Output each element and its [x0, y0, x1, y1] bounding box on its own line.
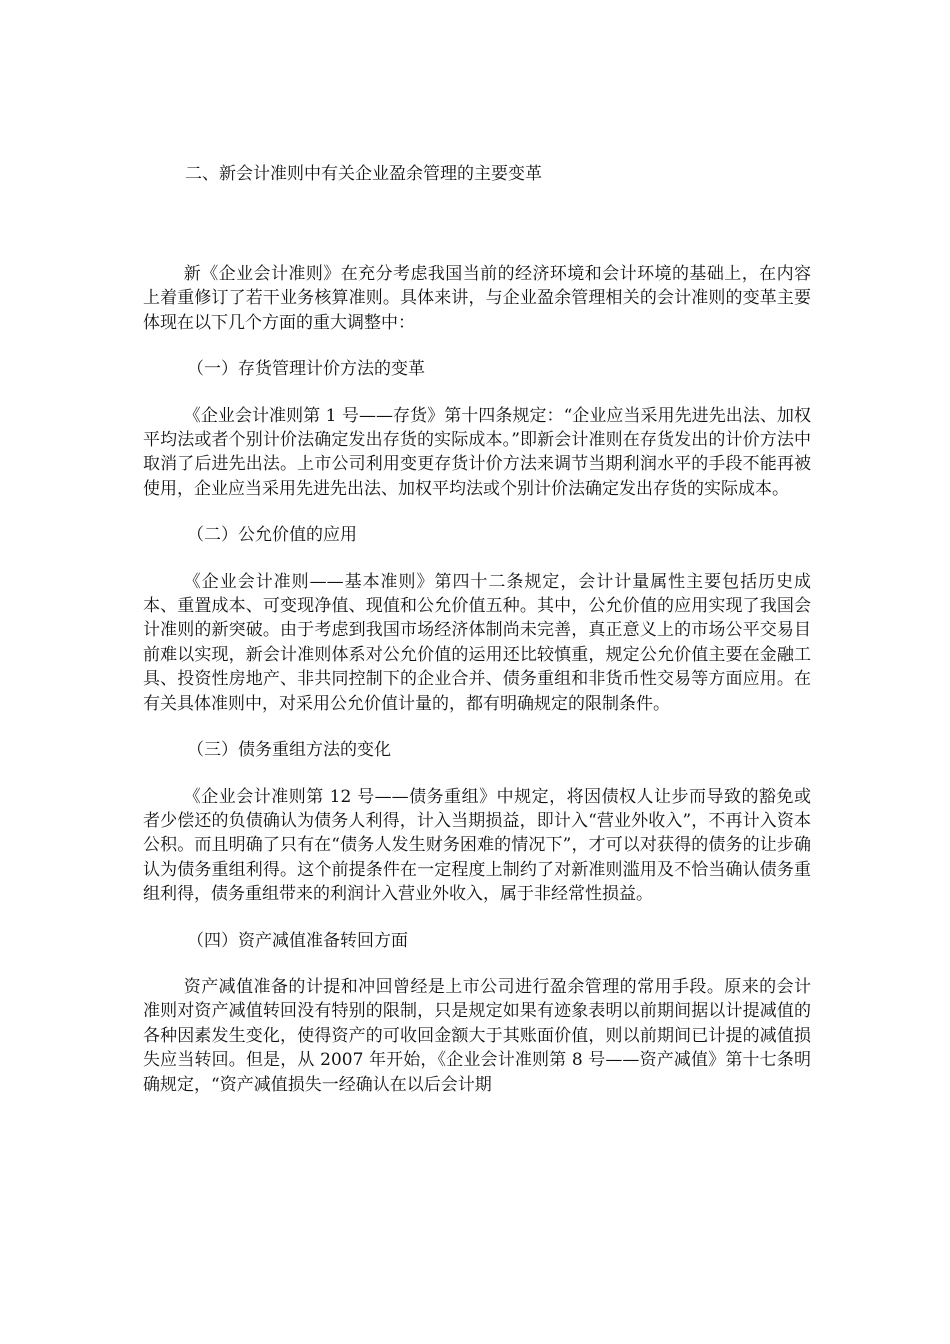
subheading-inventory-valuation: （一）存货管理计价方法的变革 [187, 359, 425, 380]
subheading-debt-restructuring: （三）债务重组方法的变化 [187, 740, 391, 761]
section-heading: 二、新会计准则中有关企业盈余管理的主要变革 [185, 164, 542, 184]
paragraph-fair-value: 《企业会计准则——基本准则》第四十二条规定，会计计量属性主要包括历史成本、重置成本、可变现净值、现值和公允价值五种。其中，公允价值的应用实现了我国会计准则的新突破。由于考虑到我国市场经济体制尚未完善，真正意义上的市场公平交易目前难以实现，新会计准则体系对公允价值的运用还比较慎重，规定公允价值主要在金融工具、投资性房地产、非共同控制下的企业合并、债务重组和非货币性交易等方面应用。在有关具体准则中，对采用公允价值计量的，都有明确规定的限制条件。 [143, 571, 811, 714]
subheading-impairment-reversal: （四）资产减值准备转回方面 [187, 930, 408, 951]
subheading-fair-value: （二）公允价值的应用 [187, 525, 357, 546]
paragraph-inventory-valuation: 《企业会计准则第 1 号——存货》第十四条规定：“企业应当采用先进先出法、加权平均法或者个别计价法确定发出存货的实际成本。”即新会计准则在存货发出的计价方法中取消了后进先出法。上市公司利用变更存货计价方法来调节当期利润水平的手段不能再被使用，企业应当采用先进先出法、加权平均法或个别计价法确定发出存货的实际成本。 [143, 405, 811, 499]
paragraph-debt-restructuring: 《企业会计准则第 12 号——债务重组》中规定，将因债权人让步而导致的豁免或者少偿还的负债确认为债务人利得，计入当期损益，即计入“营业外收入”，不再计入资本公积。而且明确了只有在“债务人发生财务困难的情况下”，才可以对获得的债务的让步确认为债务重组利得。这个前提条件在一定程度上制约了对新准则滥用及不恰当确认债务重组利得，债务重组带来的利润计入营业外收入，属于非经常性损益。 [143, 786, 811, 905]
intro-paragraph: 新《企业会计准则》在充分考虑我国当前的经济环境和会计环境的基础上，在内容上着重修订了若干业务核算准则。具体来讲，与企业盈余管理相关的会计准则的变革主要体现在以下几个方面的重大调整中： [143, 264, 811, 333]
body-content [143, 262, 811, 1119]
paragraph-impairment-reversal: 资产减值准备的计提和冲回曾经是上市公司进行盈余管理的常用手段。原来的会计准则对资产减值转回没有特别的限制，只是规定如果有迹象表明以前期间据以计提减值的各种因素发生变化，使得资产的可收回金额大于其账面价值，则以前期间已计提的减值损失应当转回。但是，从 2007 年开始，《企业会计准则第 8 号——资产减值》第十七条明确规定，“资产减值损失一经确认在以后会计期 [143, 976, 811, 1095]
